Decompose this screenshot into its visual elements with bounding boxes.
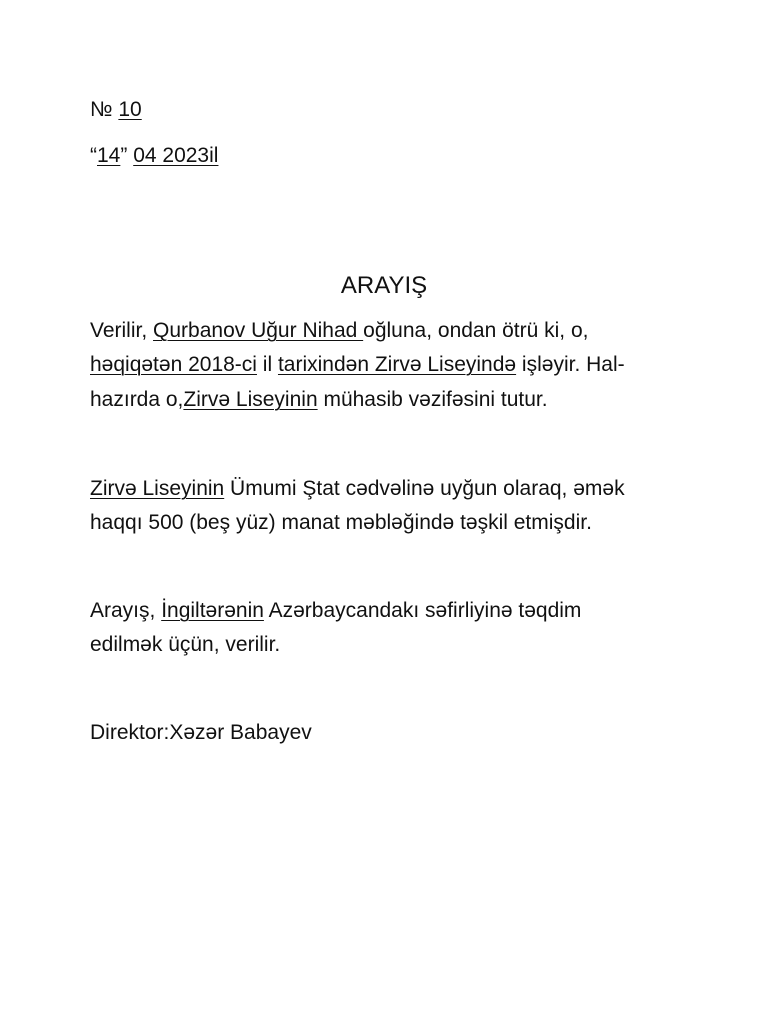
paragraph1-line3 bbox=[90, 389, 548, 410]
paragraph2-line2: haqqı 500 (beş yüz) manat məbləğində təşkil etmişdir. bbox=[90, 511, 592, 534]
p3-l1-pre: Arayış, bbox=[90, 599, 162, 622]
person-name: Qurbanov Uğur Nihad bbox=[153, 319, 364, 342]
p1-l1-pre: Verilir, bbox=[90, 319, 154, 342]
p1-l3-pre: hazırda o, bbox=[90, 388, 184, 411]
p1-l3-post: mühasib vəzifəsini tutur. bbox=[317, 388, 548, 411]
director-signature: Direktor:Xəzər Babayev bbox=[90, 721, 312, 744]
paragraph1-line1 bbox=[90, 320, 589, 341]
p1-l2-post: işləyir. Hal- bbox=[516, 353, 625, 376]
paragraph2-line1 bbox=[90, 478, 625, 499]
date-close-quote: ” bbox=[120, 144, 128, 167]
p1-l3-u: Zirvə Liseyinin bbox=[183, 388, 318, 411]
date-day: 14 bbox=[97, 144, 121, 167]
document-date bbox=[90, 145, 218, 166]
paragraph3-line2: edilmək üçün, verilir. bbox=[90, 633, 281, 656]
paragraph1-line2 bbox=[90, 354, 625, 375]
p3-l1-post: Azərbaycandakı səfirliyinə təqdim bbox=[263, 599, 582, 622]
p1-l2-u1: həqiqətən 2018-ci bbox=[90, 353, 257, 376]
date-open-quote: “ bbox=[90, 144, 97, 167]
p1-l1-post: oğluna, ondan ötrü ki, o, bbox=[363, 319, 589, 342]
p1-l2-u2: tarixindən Zirvə Liseyində bbox=[277, 353, 517, 376]
number-sign: № bbox=[90, 98, 113, 121]
number-value: 10 bbox=[118, 98, 142, 121]
document-number bbox=[90, 99, 142, 120]
p2-l1-u: Zirvə Liseyinin bbox=[90, 477, 225, 500]
p2-l1-post: Ümumi Ştat cədvəlinə uyğun olaraq, əmək bbox=[224, 477, 625, 500]
document-title: ARAYIŞ bbox=[340, 272, 428, 299]
paragraph3-line1 bbox=[90, 600, 581, 621]
date-rest: 04 2023il bbox=[133, 144, 219, 167]
p3-l1-u: İngiltərənin bbox=[161, 599, 264, 622]
p1-l2-mid: il bbox=[256, 353, 278, 376]
